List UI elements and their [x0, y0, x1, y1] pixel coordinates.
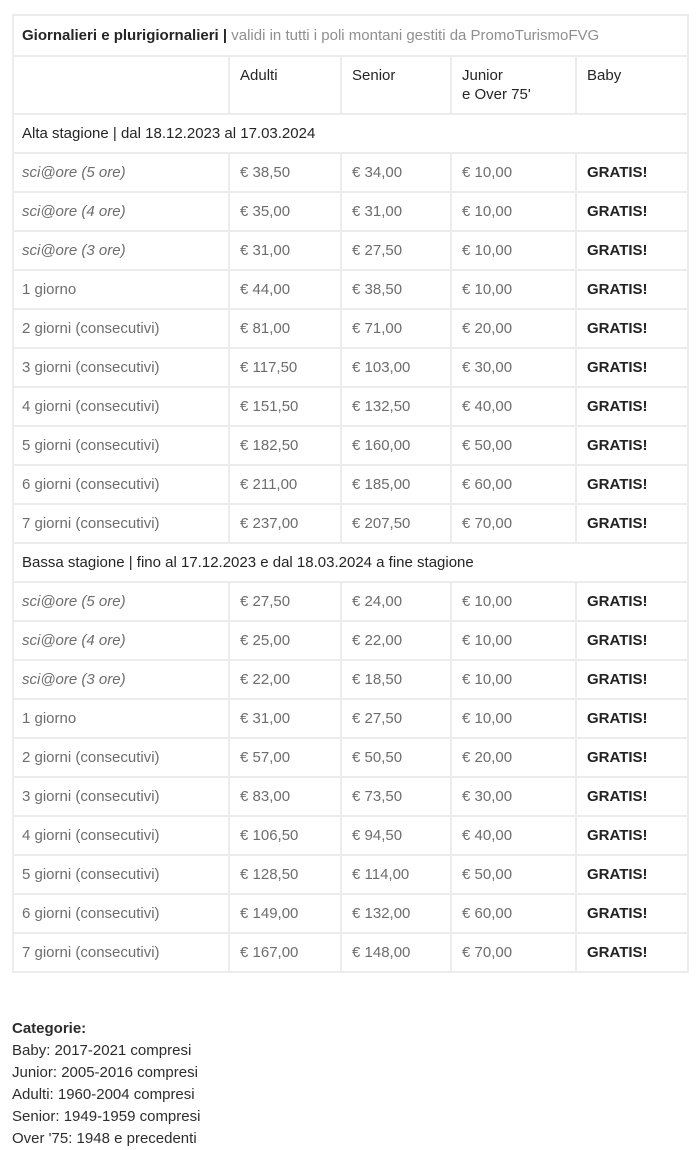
row-label: sci@ore (4 ore)	[13, 621, 229, 660]
price-junior: € 10,00	[451, 231, 576, 270]
price-baby: GRATIS!	[576, 387, 688, 426]
category-line-junior: Junior: 2005-2016 compresi	[12, 1064, 198, 1081]
price-adulti: € 167,00	[229, 933, 341, 972]
price-baby: GRATIS!	[576, 894, 688, 933]
price-senior: € 34,00	[341, 153, 451, 192]
row-label: 1 giorno	[13, 270, 229, 309]
category-line-senior: Senior: 1949-1959 compresi	[12, 1108, 201, 1125]
row-label: 7 giorni (consecutivi)	[13, 933, 229, 972]
table-row	[13, 933, 688, 972]
price-junior: € 40,00	[451, 387, 576, 426]
table-row	[13, 699, 688, 738]
price-baby: GRATIS!	[576, 309, 688, 348]
price-baby: GRATIS!	[576, 816, 688, 855]
row-label: 2 giorni (consecutivi)	[13, 309, 229, 348]
row-label: sci@ore (5 ore)	[13, 582, 229, 621]
price-adulti: € 38,50	[229, 153, 341, 192]
price-adulti: € 83,00	[229, 777, 341, 816]
table-row	[13, 387, 688, 426]
price-senior: € 114,00	[341, 855, 451, 894]
column-header-senior: Senior	[341, 56, 451, 114]
price-adulti: € 117,50	[229, 348, 341, 387]
price-baby: GRATIS!	[576, 153, 688, 192]
table-row	[13, 816, 688, 855]
price-senior: € 160,00	[341, 426, 451, 465]
column-header-junior	[451, 56, 576, 114]
price-adulti: € 27,50	[229, 582, 341, 621]
price-baby: GRATIS!	[576, 231, 688, 270]
price-senior: € 71,00	[341, 309, 451, 348]
price-adulti: € 149,00	[229, 894, 341, 933]
season-section-header: Bassa stagione | fino al 17.12.2023 e dal 18.03.2024 a fine stagione	[13, 543, 688, 582]
price-baby: GRATIS!	[576, 621, 688, 660]
price-junior: € 50,00	[451, 426, 576, 465]
price-junior: € 10,00	[451, 153, 576, 192]
price-senior: € 185,00	[341, 465, 451, 504]
price-junior: € 30,00	[451, 348, 576, 387]
price-senior: € 103,00	[341, 348, 451, 387]
price-junior: € 20,00	[451, 738, 576, 777]
price-junior: € 50,00	[451, 855, 576, 894]
price-baby: GRATIS!	[576, 660, 688, 699]
price-junior: € 30,00	[451, 777, 576, 816]
price-adulti: € 211,00	[229, 465, 341, 504]
price-adulti: € 35,00	[229, 192, 341, 231]
row-label: 3 giorni (consecutivi)	[13, 777, 229, 816]
column-header-baby: Baby	[576, 56, 688, 114]
price-baby: GRATIS!	[576, 348, 688, 387]
price-adulti: € 25,00	[229, 621, 341, 660]
table-row	[13, 465, 688, 504]
price-adulti: € 22,00	[229, 660, 341, 699]
price-senior: € 18,50	[341, 660, 451, 699]
column-header-row	[13, 56, 688, 114]
table-row	[13, 582, 688, 621]
row-label: 5 giorni (consecutivi)	[13, 855, 229, 894]
row-label: 2 giorni (consecutivi)	[13, 738, 229, 777]
category-line-baby: Baby: 2017-2021 compresi	[12, 1042, 192, 1059]
row-label: 7 giorni (consecutivi)	[13, 504, 229, 543]
price-junior: € 10,00	[451, 192, 576, 231]
row-label: sci@ore (5 ore)	[13, 153, 229, 192]
table-row	[13, 894, 688, 933]
price-senior: € 27,50	[341, 231, 451, 270]
row-label: 6 giorni (consecutivi)	[13, 894, 229, 933]
price-adulti: € 106,50	[229, 816, 341, 855]
price-senior: € 207,50	[341, 504, 451, 543]
price-senior: € 73,50	[341, 777, 451, 816]
price-adulti: € 128,50	[229, 855, 341, 894]
price-senior: € 148,00	[341, 933, 451, 972]
price-senior: € 22,00	[341, 621, 451, 660]
table-row	[13, 504, 688, 543]
column-header-empty	[13, 56, 229, 114]
price-senior: € 50,50	[341, 738, 451, 777]
price-baby: GRATIS!	[576, 270, 688, 309]
price-table	[12, 14, 689, 973]
row-label: sci@ore (3 ore)	[13, 660, 229, 699]
row-label: 3 giorni (consecutivi)	[13, 348, 229, 387]
price-baby: GRATIS!	[576, 777, 688, 816]
category-line-adulti: Adulti: 1960-2004 compresi	[12, 1086, 195, 1103]
price-baby: GRATIS!	[576, 933, 688, 972]
price-senior: € 27,50	[341, 699, 451, 738]
table-title-row	[13, 15, 688, 56]
table-title-bold: Giornalieri e plurigiornalieri |	[22, 27, 228, 44]
price-senior: € 38,50	[341, 270, 451, 309]
table-row	[13, 855, 688, 894]
table-title	[13, 15, 688, 56]
table-row	[13, 153, 688, 192]
table-title-subtext: validi in tutti i poli montani gestiti da PromoTurismoFVG	[231, 27, 600, 44]
table-row	[13, 231, 688, 270]
price-baby: GRATIS!	[576, 699, 688, 738]
price-adulti: € 151,50	[229, 387, 341, 426]
price-baby: GRATIS!	[576, 582, 688, 621]
season-section-row	[13, 114, 688, 153]
row-label: 6 giorni (consecutivi)	[13, 465, 229, 504]
row-label: 4 giorni (consecutivi)	[13, 816, 229, 855]
season-section-row	[13, 543, 688, 582]
table-row	[13, 738, 688, 777]
price-senior: € 94,50	[341, 816, 451, 855]
price-junior: € 40,00	[451, 816, 576, 855]
table-row	[13, 309, 688, 348]
price-junior: € 60,00	[451, 465, 576, 504]
price-baby: GRATIS!	[576, 426, 688, 465]
price-adulti: € 31,00	[229, 699, 341, 738]
category-line-over75: Over '75: 1948 e precedenti	[12, 1130, 197, 1147]
price-baby: GRATIS!	[576, 465, 688, 504]
price-adulti: € 237,00	[229, 504, 341, 543]
price-junior: € 60,00	[451, 894, 576, 933]
price-adulti: € 57,00	[229, 738, 341, 777]
price-junior: € 10,00	[451, 660, 576, 699]
price-junior: € 10,00	[451, 699, 576, 738]
season-section-header: Alta stagione | dal 18.12.2023 al 17.03.2024	[13, 114, 688, 153]
table-row	[13, 777, 688, 816]
column-header-adulti: Adulti	[229, 56, 341, 114]
table-row	[13, 660, 688, 699]
price-baby: GRATIS!	[576, 738, 688, 777]
categories-note	[12, 1018, 688, 1150]
price-senior: € 132,50	[341, 387, 451, 426]
table-row	[13, 621, 688, 660]
price-junior: € 20,00	[451, 309, 576, 348]
price-baby: GRATIS!	[576, 504, 688, 543]
price-senior: € 24,00	[341, 582, 451, 621]
price-senior: € 31,00	[341, 192, 451, 231]
price-baby: GRATIS!	[576, 855, 688, 894]
price-junior: € 10,00	[451, 582, 576, 621]
column-header-junior-line2: e Over 75'	[462, 86, 531, 103]
table-row	[13, 270, 688, 309]
price-adulti: € 44,00	[229, 270, 341, 309]
table-row	[13, 426, 688, 465]
categories-heading: Categorie:	[12, 1020, 87, 1037]
price-junior: € 10,00	[451, 270, 576, 309]
row-label: sci@ore (4 ore)	[13, 192, 229, 231]
price-junior: € 10,00	[451, 621, 576, 660]
price-junior: € 70,00	[451, 933, 576, 972]
row-label: 4 giorni (consecutivi)	[13, 387, 229, 426]
table-row	[13, 192, 688, 231]
price-adulti: € 182,50	[229, 426, 341, 465]
row-label: sci@ore (3 ore)	[13, 231, 229, 270]
column-header-junior-line1: Junior	[462, 67, 503, 84]
price-adulti: € 31,00	[229, 231, 341, 270]
row-label: 1 giorno	[13, 699, 229, 738]
price-senior: € 132,00	[341, 894, 451, 933]
price-junior: € 70,00	[451, 504, 576, 543]
price-baby: GRATIS!	[576, 192, 688, 231]
price-adulti: € 81,00	[229, 309, 341, 348]
row-label: 5 giorni (consecutivi)	[13, 426, 229, 465]
table-row	[13, 348, 688, 387]
